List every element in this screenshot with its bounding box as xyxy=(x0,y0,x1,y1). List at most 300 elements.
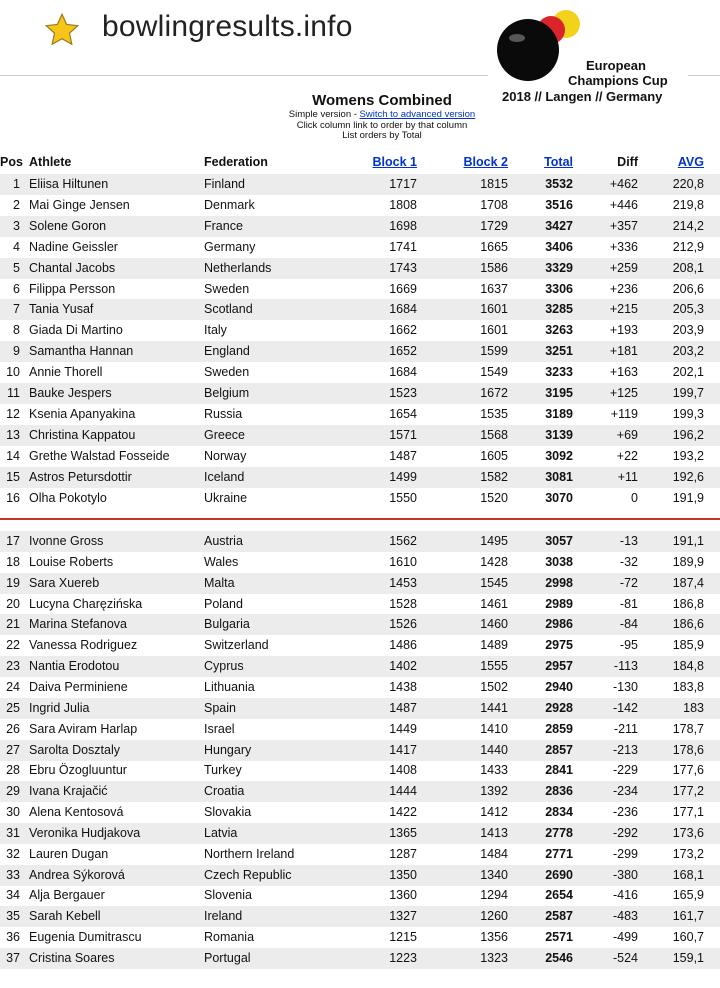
site-title[interactable]: bowlingresults.info xyxy=(102,10,353,43)
cell-diff: -81 xyxy=(619,596,638,611)
cell-athlete: Ebru Özogluuntur xyxy=(29,763,127,778)
cell-federation: Slovenia xyxy=(204,888,252,903)
cell-athlete: Ingrid Julia xyxy=(29,700,90,715)
cell-athlete: Marina Stefanova xyxy=(29,617,127,632)
sort-avg-link[interactable]: AVG xyxy=(677,155,704,169)
cell-block2: 1605 xyxy=(480,448,508,463)
cell-diff: +69 xyxy=(616,427,638,442)
cell-athlete: Samantha Hannan xyxy=(29,344,134,359)
cell-pos: 16 xyxy=(6,490,20,505)
cell-block1: 1684 xyxy=(389,365,417,380)
cell-diff: +163 xyxy=(609,365,638,380)
table-row xyxy=(0,719,720,740)
version-info xyxy=(0,110,720,142)
cell-diff: +462 xyxy=(609,177,638,191)
cell-athlete: Lucyna Charęzińska xyxy=(29,596,143,611)
cell-total: 2940 xyxy=(545,679,573,694)
cell-federation: Iceland xyxy=(204,469,245,484)
table-row xyxy=(0,594,720,615)
cell-diff: -32 xyxy=(619,554,638,569)
cell-federation: Bulgaria xyxy=(204,617,250,632)
cell-block1: 1360 xyxy=(389,888,417,903)
cell-pos: 7 xyxy=(13,302,20,317)
cell-total: 2654 xyxy=(545,888,573,903)
cell-block2: 1489 xyxy=(480,638,508,653)
table-row xyxy=(0,279,720,300)
col-pos-header: Pos xyxy=(0,155,23,169)
cell-federation: Germany xyxy=(204,239,256,254)
cell-diff: 0 xyxy=(631,490,638,505)
cell-diff: -483 xyxy=(612,909,638,924)
cell-federation: Russia xyxy=(204,406,243,421)
cell-block1: 1562 xyxy=(389,534,417,548)
cell-block1: 1610 xyxy=(389,554,417,569)
table-row xyxy=(0,237,720,258)
cell-athlete: Daiva Perminiene xyxy=(29,679,128,694)
cell-block1: 1698 xyxy=(389,218,417,233)
cell-diff: +11 xyxy=(617,469,638,484)
cell-total: 2859 xyxy=(545,721,573,736)
cell-avg: 177,6 xyxy=(672,763,704,778)
table-row xyxy=(0,865,720,886)
cell-block1: 1741 xyxy=(389,239,417,254)
cell-avg: 187,4 xyxy=(672,575,704,590)
logo-line-2: Champions Cup xyxy=(568,73,668,88)
cell-avg: 193,2 xyxy=(672,448,704,463)
cell-athlete: Alena Kentosová xyxy=(29,805,124,820)
table-row xyxy=(0,948,720,969)
cell-athlete: Solene Goron xyxy=(29,218,107,233)
cell-diff: +336 xyxy=(609,239,638,254)
star-icon[interactable] xyxy=(44,12,80,48)
cell-diff: +125 xyxy=(609,386,638,400)
cell-athlete: Alja Bergauer xyxy=(29,888,105,903)
cell-pos: 20 xyxy=(6,596,20,611)
cell-pos: 17 xyxy=(6,534,20,548)
sort-block2-link[interactable]: Block 2 xyxy=(463,155,508,169)
cell-pos: 11 xyxy=(7,386,20,400)
cell-total: 3532 xyxy=(545,177,573,191)
cell-athlete: Louise Roberts xyxy=(29,554,114,569)
cell-federation: Greece xyxy=(204,427,245,442)
table-row xyxy=(0,488,720,509)
qualification-divider xyxy=(0,518,720,520)
table-row xyxy=(0,320,720,341)
cell-athlete: Lauren Dugan xyxy=(29,846,109,861)
order-hint: List orders by Total xyxy=(342,130,422,141)
cell-diff: -416 xyxy=(612,888,638,903)
cell-block1: 1438 xyxy=(389,679,417,694)
cell-avg: 183,8 xyxy=(672,679,704,694)
logo-line-1: European xyxy=(586,58,646,73)
table-row xyxy=(0,802,720,823)
cell-federation: Lithuania xyxy=(204,679,255,694)
cell-athlete: Andrea Sýkorová xyxy=(29,867,125,882)
cell-block1: 1453 xyxy=(389,575,417,590)
cell-avg: 220,8 xyxy=(672,177,704,191)
cell-avg: 186,6 xyxy=(672,617,704,632)
cell-diff: -211 xyxy=(613,721,638,736)
cell-avg: 205,3 xyxy=(672,302,704,317)
cell-diff: -95 xyxy=(619,638,638,653)
cell-total: 2834 xyxy=(545,805,573,820)
cell-total: 2857 xyxy=(545,742,573,757)
cell-block2: 1555 xyxy=(480,659,508,674)
cell-total: 2957 xyxy=(545,659,573,674)
cell-avg: 214,2 xyxy=(672,218,704,233)
table-row xyxy=(0,656,720,677)
cell-avg: 203,9 xyxy=(672,323,704,338)
cell-diff: -72 xyxy=(619,575,638,590)
cell-avg: 178,6 xyxy=(672,742,704,757)
cell-total: 2989 xyxy=(545,596,573,611)
cell-federation: Portugal xyxy=(204,951,251,965)
cell-federation: Israel xyxy=(204,721,235,736)
cell-pos: 18 xyxy=(6,554,20,569)
col-federation-header: Federation xyxy=(204,155,268,169)
table-row xyxy=(0,781,720,802)
cell-total: 3329 xyxy=(545,260,573,275)
cell-block2: 1599 xyxy=(480,344,508,359)
cell-diff: +236 xyxy=(609,281,638,296)
cell-avg: 173,2 xyxy=(672,846,704,861)
cell-block1: 1487 xyxy=(389,700,417,715)
cell-block2: 1413 xyxy=(480,825,508,840)
cell-total: 3038 xyxy=(545,554,573,569)
cell-avg: 165,9 xyxy=(672,888,704,903)
table-row xyxy=(0,341,720,362)
cell-total: 2998 xyxy=(545,575,573,590)
cell-block1: 1684 xyxy=(389,302,417,317)
cell-diff: -299 xyxy=(612,846,638,861)
cell-block2: 1502 xyxy=(480,679,508,694)
cell-diff: -229 xyxy=(612,763,638,778)
cell-total: 3057 xyxy=(545,534,573,548)
cell-diff: -380 xyxy=(612,867,638,882)
cell-block1: 1526 xyxy=(389,617,417,632)
cell-federation: Italy xyxy=(204,323,227,338)
table-row xyxy=(0,885,720,906)
table-row xyxy=(0,383,720,404)
cell-block2: 1708 xyxy=(480,197,508,212)
table-row xyxy=(0,573,720,594)
cell-total: 3081 xyxy=(545,469,573,484)
cell-diff: +215 xyxy=(609,302,638,317)
cell-avg: 159,1 xyxy=(672,951,704,965)
cell-block1: 1499 xyxy=(389,469,417,484)
cell-diff: -142 xyxy=(612,700,638,715)
cell-block2: 1460 xyxy=(480,617,508,632)
cell-athlete: Tania Yusaf xyxy=(29,302,94,317)
cell-block2: 1440 xyxy=(480,742,508,757)
cell-block1: 1523 xyxy=(389,386,417,400)
cell-block1: 1444 xyxy=(389,784,417,799)
cell-avg: 219,8 xyxy=(672,197,704,212)
cell-block2: 1665 xyxy=(480,239,508,254)
cell-avg: 199,3 xyxy=(672,406,704,421)
cell-avg: 191,1 xyxy=(672,534,704,548)
cell-total: 3263 xyxy=(545,323,573,338)
cell-pos: 22 xyxy=(6,638,20,653)
cell-block2: 1520 xyxy=(480,490,508,505)
cell-avg: 173,6 xyxy=(672,825,704,840)
cell-athlete: Bauke Jespers xyxy=(29,386,112,400)
cell-athlete: Ivana Krajačić xyxy=(29,784,108,799)
cell-pos: 3 xyxy=(13,218,20,233)
cell-block2: 1392 xyxy=(480,784,508,799)
cell-avg: 196,2 xyxy=(672,427,704,442)
cell-federation: France xyxy=(204,218,243,233)
cell-pos: 23 xyxy=(6,659,20,674)
cell-total: 3427 xyxy=(545,218,573,233)
cell-federation: Finland xyxy=(204,177,245,191)
cell-block2: 1441 xyxy=(480,700,508,715)
cell-federation: Netherlands xyxy=(204,260,272,275)
cell-block1: 1449 xyxy=(389,721,417,736)
table-row xyxy=(0,299,720,320)
table-row xyxy=(0,698,720,719)
cell-athlete: Eliisa Hiltunen xyxy=(29,177,109,191)
cell-block2: 1535 xyxy=(480,406,508,421)
cell-pos: 24 xyxy=(6,679,20,694)
cell-pos: 28 xyxy=(6,763,20,778)
cell-federation: Turkey xyxy=(204,763,242,778)
cell-block2: 1637 xyxy=(480,281,508,296)
cell-pos: 15 xyxy=(6,469,20,484)
cell-pos: 33 xyxy=(6,867,20,882)
cell-pos: 35 xyxy=(6,909,20,924)
table-row xyxy=(0,614,720,635)
cell-athlete: Filippa Persson xyxy=(29,281,116,296)
switch-version-link[interactable]: Switch to advanced version xyxy=(359,109,476,120)
cell-pos: 10 xyxy=(6,365,20,380)
cell-block1: 1365 xyxy=(389,825,417,840)
cell-block1: 1808 xyxy=(389,197,417,212)
cell-avg: 184,8 xyxy=(672,659,704,674)
cell-athlete: Mai Ginge Jensen xyxy=(29,197,130,212)
table-row xyxy=(0,927,720,948)
cell-federation: Spain xyxy=(204,700,236,715)
cell-block2: 1815 xyxy=(480,177,508,191)
cell-federation: Poland xyxy=(204,596,243,611)
cell-athlete: Nadine Geissler xyxy=(29,239,118,254)
cell-athlete: Sara Aviram Harlap xyxy=(29,721,138,736)
cell-avg: 185,9 xyxy=(672,638,704,653)
cell-athlete: Astros Petursdottir xyxy=(29,469,132,484)
cell-block1: 1528 xyxy=(389,596,417,611)
cell-block1: 1408 xyxy=(389,763,417,778)
cell-total: 2836 xyxy=(545,784,573,799)
cell-avg: 206,6 xyxy=(672,281,704,296)
cell-pos: 31 xyxy=(6,825,20,840)
cell-pos: 5 xyxy=(13,260,20,275)
cell-federation: Croatia xyxy=(204,784,245,799)
table-row xyxy=(0,446,720,467)
cell-total: 2841 xyxy=(545,763,573,778)
cell-athlete: Eugenia Dumitrascu xyxy=(29,930,142,945)
cell-athlete: Veronika Hudjakova xyxy=(29,825,141,840)
cell-avg: 199,7 xyxy=(672,386,704,400)
cell-pos: 21 xyxy=(6,617,20,632)
col-athlete-header: Athlete xyxy=(29,155,72,169)
cell-block2: 1461 xyxy=(480,596,508,611)
cell-pos: 2 xyxy=(13,197,20,212)
sort-total-link[interactable]: Total xyxy=(544,155,573,169)
table-row xyxy=(0,823,720,844)
cell-athlete: Sarolta Dosztaly xyxy=(29,742,121,757)
cell-diff: -130 xyxy=(612,679,638,694)
cell-diff: +22 xyxy=(616,448,638,463)
cell-avg: 203,2 xyxy=(672,344,704,359)
cell-block1: 1662 xyxy=(389,323,417,338)
cell-pos: 8 xyxy=(13,323,20,338)
cell-total: 3139 xyxy=(545,427,573,442)
cell-diff: -524 xyxy=(612,951,638,965)
cell-block2: 1294 xyxy=(480,888,508,903)
cell-total: 3285 xyxy=(545,302,573,317)
table-row xyxy=(0,906,720,927)
cell-block1: 1350 xyxy=(389,867,417,882)
cell-federation: Cyprus xyxy=(204,659,244,674)
table-row xyxy=(0,760,720,781)
sort-block1-link[interactable]: Block 1 xyxy=(372,155,417,169)
cell-federation: Sweden xyxy=(204,365,250,380)
cell-avg: 189,9 xyxy=(672,554,704,569)
cell-block1: 1327 xyxy=(389,909,417,924)
cell-diff: -236 xyxy=(612,805,638,820)
cell-athlete: Chantal Jacobs xyxy=(29,260,116,275)
cell-pos: 1 xyxy=(13,177,20,191)
cell-pos: 32 xyxy=(6,846,20,861)
cell-block1: 1654 xyxy=(389,406,417,421)
cell-athlete: Annie Thorell xyxy=(29,365,103,380)
cell-federation: Denmark xyxy=(204,197,255,212)
cell-block1: 1402 xyxy=(389,659,417,674)
cell-athlete: Ivonne Gross xyxy=(29,534,104,548)
cell-total: 3516 xyxy=(545,197,573,212)
cell-total: 2975 xyxy=(545,638,573,653)
cell-block2: 1672 xyxy=(480,386,508,400)
cell-federation: Latvia xyxy=(204,825,238,840)
cell-block1: 1652 xyxy=(389,344,417,359)
cell-total: 2928 xyxy=(545,700,573,715)
cell-avg: 192,6 xyxy=(672,469,704,484)
cell-block2: 1601 xyxy=(480,302,508,317)
cell-block1: 1669 xyxy=(389,281,417,296)
col-diff-header: Diff xyxy=(617,155,638,169)
cell-block1: 1486 xyxy=(389,638,417,653)
cell-avg: 178,7 xyxy=(672,721,704,736)
cell-athlete: Sara Xuereb xyxy=(29,575,100,590)
cell-avg: 183 xyxy=(683,700,704,715)
table-row xyxy=(0,362,720,383)
cell-block2: 1412 xyxy=(480,805,508,820)
cell-total: 3233 xyxy=(545,365,573,380)
cell-diff: -113 xyxy=(613,659,638,674)
cell-block1: 1223 xyxy=(389,951,417,965)
cell-athlete: Sarah Kebell xyxy=(29,909,101,924)
cell-block1: 1422 xyxy=(389,805,417,820)
cell-total: 2571 xyxy=(545,930,573,945)
cell-diff: +119 xyxy=(610,406,638,421)
cell-diff: -234 xyxy=(612,784,638,799)
table-row xyxy=(0,216,720,237)
table-row xyxy=(0,467,720,488)
cell-pos: 29 xyxy=(6,784,20,799)
sort-hint: Click column link to order by that column xyxy=(296,119,468,131)
cell-block2: 1433 xyxy=(480,763,508,778)
cell-athlete: Giada Di Martino xyxy=(29,323,123,338)
cell-avg: 186,8 xyxy=(672,596,704,611)
cell-diff: +357 xyxy=(609,218,638,233)
table-row xyxy=(0,552,720,573)
cell-federation: Hungary xyxy=(204,742,252,757)
cell-block2: 1495 xyxy=(480,534,508,548)
cell-block1: 1743 xyxy=(389,260,417,275)
table-row xyxy=(0,531,720,552)
cell-block1: 1550 xyxy=(389,490,417,505)
cell-diff: -213 xyxy=(612,742,638,757)
cell-avg: 191,9 xyxy=(672,490,704,505)
cell-block2: 1545 xyxy=(480,575,508,590)
cell-federation: Ireland xyxy=(204,909,243,924)
cell-block1: 1717 xyxy=(389,177,417,191)
cell-block1: 1287 xyxy=(389,846,417,861)
cell-athlete: Nantia Erodotou xyxy=(29,659,120,674)
cell-total: 3070 xyxy=(545,490,573,505)
cell-pos: 4 xyxy=(13,239,20,254)
table-row xyxy=(0,258,720,279)
cell-block2: 1549 xyxy=(480,365,508,380)
cell-block2: 1340 xyxy=(480,867,508,882)
cell-total: 2587 xyxy=(545,909,573,924)
cell-diff: -84 xyxy=(619,617,638,632)
table-row xyxy=(0,677,720,698)
table-row xyxy=(0,174,720,195)
cell-total: 3092 xyxy=(545,448,573,463)
cell-diff: -499 xyxy=(612,930,638,945)
cell-block2: 1356 xyxy=(480,930,508,945)
cell-avg: 161,7 xyxy=(672,909,704,924)
simple-version-label: Simple version - xyxy=(288,109,360,120)
table-row xyxy=(0,844,720,865)
cell-pos: 30 xyxy=(6,805,20,820)
cell-avg: 212,9 xyxy=(672,239,704,254)
cell-federation: England xyxy=(204,344,250,359)
cell-pos: 13 xyxy=(6,427,20,442)
cell-diff: +259 xyxy=(609,260,638,275)
cell-federation: Norway xyxy=(204,448,247,463)
cell-diff: -13 xyxy=(619,534,638,548)
cell-total: 2546 xyxy=(545,951,573,965)
cell-diff: +446 xyxy=(609,197,638,212)
cell-block2: 1729 xyxy=(480,218,508,233)
cell-total: 3406 xyxy=(545,239,573,254)
cell-diff: -292 xyxy=(612,825,638,840)
cell-federation: Sweden xyxy=(204,281,250,296)
cell-total: 3189 xyxy=(545,406,573,421)
cell-block1: 1215 xyxy=(389,930,417,945)
cell-total: 2778 xyxy=(545,825,573,840)
cell-total: 3306 xyxy=(545,281,573,296)
cell-athlete: Christina Kappatou xyxy=(29,427,136,442)
cell-avg: 177,2 xyxy=(672,784,704,799)
cell-pos: 19 xyxy=(6,575,20,590)
logo-line-3: 2018 // Langen // Germany xyxy=(502,89,663,104)
cell-block2: 1582 xyxy=(480,469,508,484)
cell-diff: +181 xyxy=(609,344,638,359)
cell-federation: Scotland xyxy=(204,302,253,317)
